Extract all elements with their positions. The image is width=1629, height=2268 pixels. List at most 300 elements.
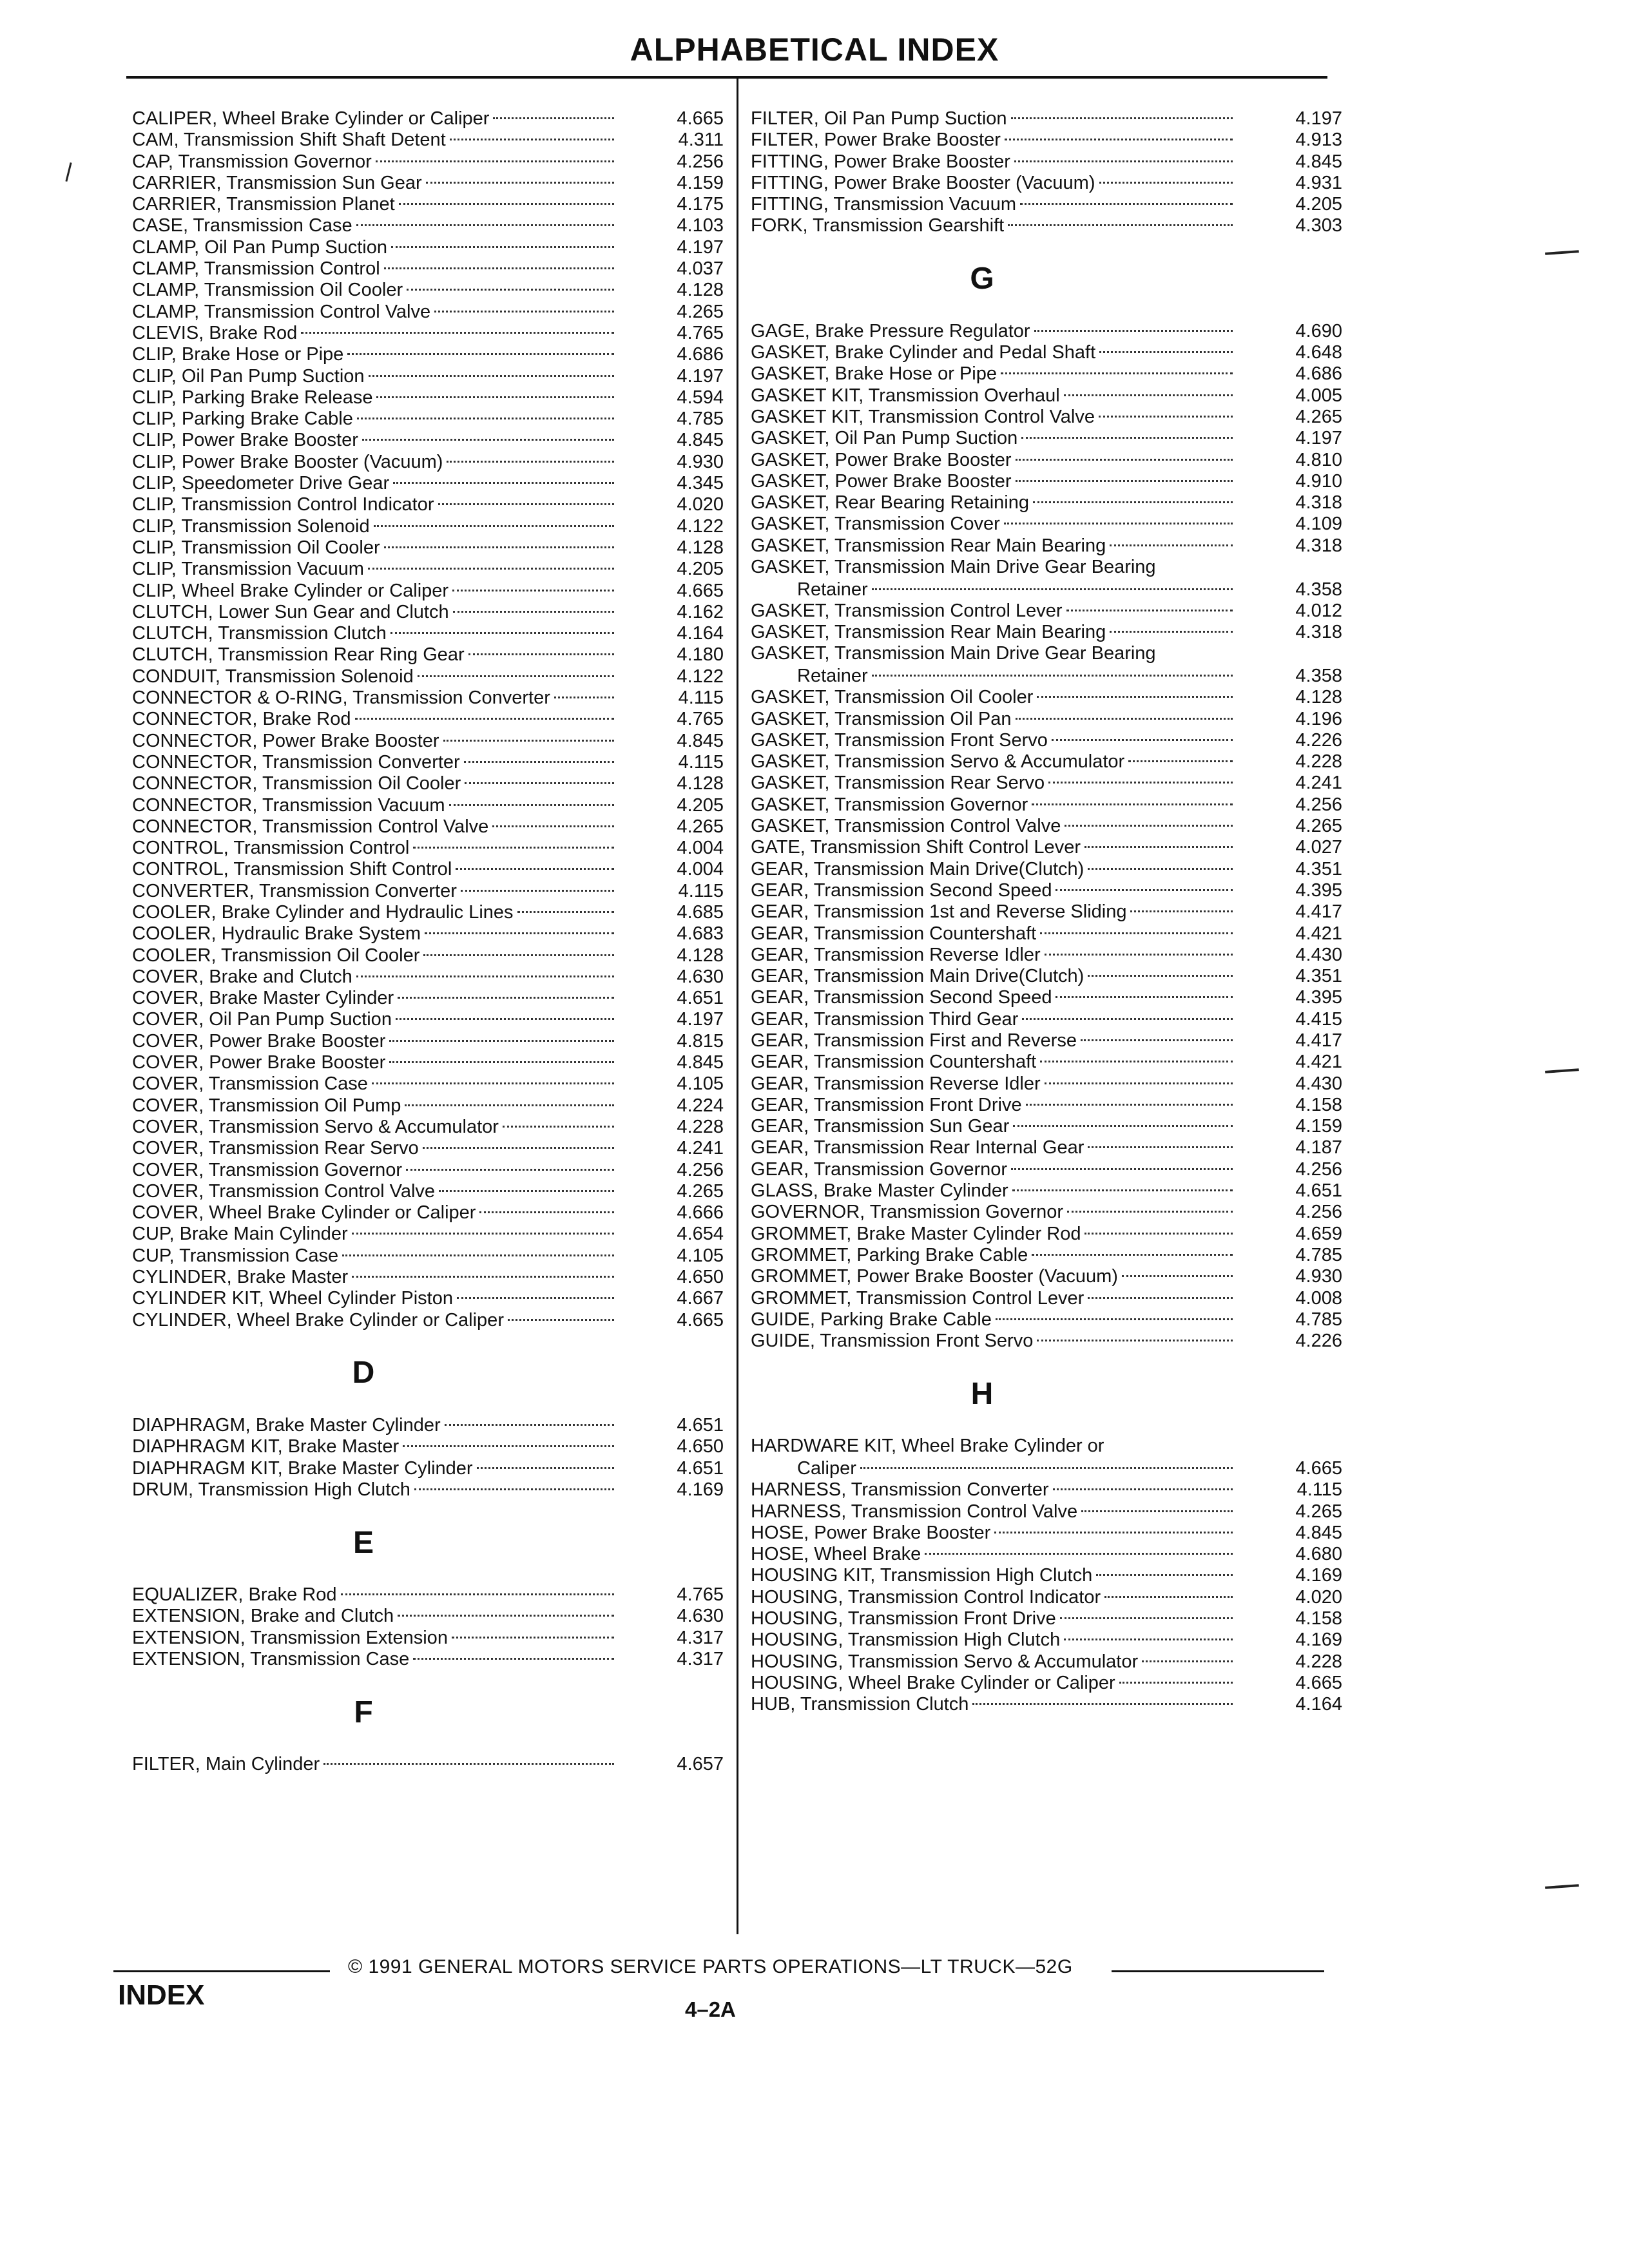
entry-label: HOSE, Wheel Brake	[751, 1544, 921, 1565]
index-entry	[132, 602, 724, 623]
entry-page-ref: 4.226	[1295, 1331, 1342, 1352]
entry-page-ref: 4.197	[677, 1009, 724, 1030]
entry-label: CLAMP, Transmission Control	[132, 258, 380, 280]
entry-label: GASKET, Transmission Control Valve	[751, 816, 1061, 837]
entry-label: GASKET, Power Brake Booster	[751, 470, 1012, 492]
index-entry	[751, 1331, 1342, 1352]
index-entry	[132, 1649, 724, 1670]
entry-page-ref: 4.845	[677, 430, 724, 451]
entry-label: GASKET, Brake Cylinder and Pedal Shaft	[751, 342, 1096, 363]
entry-page-ref: 4.159	[1295, 1116, 1342, 1137]
index-entry	[751, 1629, 1342, 1651]
entry-page-ref: 4.665	[1295, 1672, 1342, 1693]
entry-page-ref: 4.164	[1295, 1694, 1342, 1715]
entry-label: FILTER, Power Brake Booster	[751, 130, 1001, 151]
entry-label: COVER, Wheel Brake Cylinder or Caliper	[132, 1202, 476, 1224]
index-entry	[751, 1266, 1342, 1287]
dot-leader	[369, 375, 614, 377]
index-entry	[132, 559, 724, 580]
index-entry	[751, 1309, 1342, 1331]
index-entry	[751, 1030, 1342, 1052]
dot-leader	[1099, 351, 1233, 353]
dot-leader	[1013, 1125, 1233, 1127]
index-entry	[751, 1436, 1342, 1458]
entry-page-ref: 4.765	[677, 709, 724, 730]
entry-page-ref: 4.128	[677, 773, 724, 794]
entry-label: GUIDE, Transmission Front Servo	[751, 1331, 1034, 1352]
index-entry	[751, 1501, 1342, 1523]
entry-page-ref: 4.665	[1295, 1457, 1342, 1479]
dot-leader	[342, 1254, 614, 1256]
dot-leader	[1084, 846, 1233, 848]
dot-leader	[372, 1082, 614, 1084]
left-index-column	[132, 108, 724, 1776]
dot-leader	[1088, 868, 1233, 870]
entry-label: DIAPHRAGM, Brake Master Cylinder	[132, 1414, 441, 1436]
dot-leader	[554, 697, 614, 698]
entry-label: COVER, Brake and Clutch	[132, 966, 352, 987]
dot-leader	[434, 311, 614, 312]
index-entry	[751, 557, 1342, 579]
index-entry	[132, 1245, 724, 1267]
index-entry	[132, 1310, 724, 1331]
entry-page-ref: 4.910	[1295, 470, 1342, 492]
dot-leader	[418, 675, 614, 677]
entry-page-ref: 4.395	[1295, 987, 1342, 1008]
entry-label: COVER, Transmission Servo & Accumulator	[132, 1116, 499, 1137]
index-entry	[751, 363, 1342, 385]
entry-label: GROMMET, Parking Brake Cable	[751, 1244, 1028, 1265]
index-entry	[751, 321, 1342, 342]
entry-page-ref: 4.303	[1295, 215, 1342, 236]
dot-leader	[384, 267, 614, 269]
page-title: ALPHABETICAL INDEX	[630, 32, 999, 68]
dot-leader	[1032, 1254, 1233, 1256]
entry-label: HOUSING, Wheel Brake Cylinder or Caliper	[751, 1672, 1115, 1693]
dot-leader	[1052, 739, 1233, 741]
index-entry	[132, 473, 724, 494]
index-entry	[132, 237, 724, 258]
entry-label: DRUM, Transmission High Clutch	[132, 1479, 410, 1500]
dot-leader	[457, 1297, 614, 1299]
entry-page-ref: 4.169	[677, 1479, 724, 1500]
index-entry	[751, 385, 1342, 407]
index-entry	[751, 923, 1342, 945]
entry-label: GASKET, Transmission Rear Servo	[751, 773, 1045, 794]
dot-leader	[860, 1467, 1233, 1469]
index-entry	[132, 1458, 724, 1479]
entry-label: CLIP, Speedometer Drive Gear	[132, 473, 390, 494]
entry-label: Retainer	[797, 579, 868, 600]
section-heading: E	[352, 1525, 374, 1560]
dot-leader	[477, 1467, 614, 1469]
dot-leader	[413, 847, 614, 849]
entry-label: GASKET, Transmission Cover	[751, 514, 1000, 535]
entry-label: GUIDE, Parking Brake Cable	[751, 1309, 992, 1330]
dot-leader	[1099, 182, 1233, 184]
dot-leader	[872, 588, 1233, 590]
entry-label: COVER, Transmission Governor	[132, 1159, 403, 1180]
entry-page-ref: 4.657	[677, 1754, 724, 1775]
entry-page-ref: 4.654	[677, 1224, 724, 1245]
index-entry	[751, 1180, 1342, 1202]
dot-leader	[423, 1147, 614, 1149]
entry-page-ref: 4.651	[677, 988, 724, 1009]
entry-label: GASKET, Oil Pan Pump Suction	[751, 428, 1018, 449]
dot-leader	[465, 782, 614, 784]
entry-label: CLIP, Parking Brake Cable	[132, 408, 353, 430]
dot-leader	[1088, 1146, 1233, 1148]
entry-page-ref: 4.265	[677, 1180, 724, 1202]
index-entry	[132, 988, 724, 1009]
dot-leader	[357, 418, 614, 419]
dot-leader	[393, 482, 614, 484]
index-entry	[132, 838, 724, 859]
dot-leader	[492, 825, 614, 827]
entry-page-ref: 4.241	[677, 1138, 724, 1159]
dot-leader	[1099, 416, 1233, 418]
dot-leader	[368, 568, 614, 570]
index-entry	[751, 1458, 1342, 1479]
index-entry	[751, 514, 1342, 535]
entry-page-ref: 4.169	[1295, 1565, 1342, 1586]
dot-leader	[1065, 825, 1233, 827]
dot-leader	[1128, 760, 1233, 762]
index-entry	[132, 452, 724, 473]
entry-page-ref: 4.175	[677, 194, 724, 215]
entry-label: COOLER, Transmission Oil Cooler	[132, 945, 420, 966]
entry-label: CAP, Transmission Governor	[132, 151, 372, 172]
entry-page-ref: 4.680	[1295, 1544, 1342, 1565]
entry-label: HARNESS, Transmission Control Valve	[751, 1501, 1078, 1522]
dot-leader	[1004, 523, 1233, 524]
dot-leader	[449, 804, 614, 806]
index-entry	[132, 1202, 724, 1224]
entry-page-ref: 4.630	[677, 1606, 724, 1627]
entry-label: CYLINDER, Brake Master	[132, 1267, 349, 1288]
entry-page-ref: 4.004	[677, 838, 724, 859]
dot-leader	[407, 289, 614, 291]
dot-leader	[1048, 782, 1233, 783]
entry-label: CLIP, Transmission Solenoid	[132, 515, 370, 537]
entry-label: CONTROL, Transmission Control	[132, 838, 410, 859]
entry-label: GEAR, Transmission Main Drive(Clutch)	[751, 966, 1084, 987]
entry-label: COVER, Transmission Rear Servo	[132, 1138, 419, 1159]
index-entry	[751, 966, 1342, 987]
entry-page-ref: 4.685	[677, 901, 724, 923]
entry-label: CONNECTOR, Transmission Control Valve	[132, 816, 489, 837]
entry-page-ref: 4.037	[677, 258, 724, 280]
dot-leader	[1142, 1660, 1233, 1662]
entry-page-ref: 4.417	[1295, 1030, 1342, 1051]
dot-leader	[391, 246, 614, 248]
entry-page-ref: 4.205	[677, 794, 724, 816]
index-entry	[132, 687, 724, 709]
entry-page-ref: 4.666	[677, 1202, 724, 1224]
dot-leader	[1096, 1574, 1233, 1576]
dot-leader	[447, 461, 614, 463]
dot-leader	[323, 1763, 614, 1765]
title-rule	[126, 76, 1327, 79]
entry-label: GASKET, Transmission Servo & Accumulator	[751, 751, 1125, 773]
index-entry	[132, 173, 724, 194]
entry-page-ref: 4.187	[1295, 1137, 1342, 1158]
margin-mark	[1545, 1068, 1579, 1073]
right-index-column	[751, 108, 1342, 1716]
entry-label: COOLER, Brake Cylinder and Hydraulic Lines	[132, 901, 514, 923]
dot-leader	[445, 1424, 614, 1426]
index-entry	[751, 1052, 1342, 1073]
dot-leader	[413, 1658, 614, 1660]
index-entry	[132, 1031, 724, 1052]
dot-leader	[1012, 1189, 1233, 1191]
entry-page-ref: 4.417	[1295, 901, 1342, 923]
index-entry	[132, 1267, 724, 1288]
entry-label: CLIP, Transmission Vacuum	[132, 559, 364, 580]
entry-label: COVER, Power Brake Booster	[132, 1052, 386, 1073]
page-number: 4–2A	[685, 1997, 736, 2021]
entry-page-ref: 4.650	[677, 1436, 724, 1457]
dot-leader	[438, 503, 614, 505]
entry-page-ref: 4.785	[677, 408, 724, 430]
dot-leader	[1055, 889, 1233, 891]
entry-label: CONNECTOR, Transmission Converter	[132, 751, 460, 773]
entry-page-ref: 4.115	[1296, 1479, 1342, 1501]
entry-page-ref: 4.256	[1295, 1202, 1342, 1223]
entry-label: GASKET, Rear Bearing Retaining	[751, 492, 1029, 514]
index-entry	[751, 194, 1342, 215]
entry-label: HOUSING, Transmission Servo & Accumulator	[751, 1651, 1139, 1672]
dot-leader	[1110, 631, 1233, 633]
index-entry	[751, 130, 1342, 151]
dot-leader	[356, 975, 614, 977]
dot-leader	[396, 1018, 614, 1020]
margin-mark	[65, 162, 72, 182]
entry-label: CLAMP, Oil Pan Pump Suction	[132, 236, 387, 258]
entry-page-ref: 4.765	[677, 322, 724, 343]
index-entry	[132, 923, 724, 945]
index-entry	[751, 1009, 1342, 1030]
index-entry	[132, 795, 724, 816]
entry-page-ref: 4.845	[1295, 151, 1342, 172]
entry-page-ref: 4.311	[678, 130, 724, 151]
entry-page-ref: 4.659	[1295, 1223, 1342, 1244]
entry-label: CALIPER, Wheel Brake Cylinder or Caliper	[132, 108, 490, 129]
entry-label: COVER, Transmission Control Valve	[132, 1180, 436, 1202]
index-entry	[751, 945, 1342, 966]
entry-page-ref: 4.665	[677, 108, 724, 129]
index-entry	[751, 342, 1342, 363]
index-entry	[751, 492, 1342, 514]
entry-page-ref: 4.115	[678, 880, 724, 901]
entry-page-ref: 4.159	[677, 172, 724, 193]
entry-label: GASKET, Transmission Governor	[751, 794, 1028, 815]
entry-label: GEAR, Transmission Countershaft	[751, 923, 1037, 944]
entry-page-ref: 4.683	[677, 923, 724, 945]
index-entry	[132, 709, 724, 730]
dot-leader	[1001, 372, 1233, 374]
entry-label: GAGE, Brake Pressure Regulator	[751, 320, 1030, 341]
dot-leader	[456, 868, 614, 870]
index-entry	[132, 323, 724, 344]
dot-leader	[517, 911, 614, 913]
entry-page-ref: 4.265	[677, 301, 724, 322]
dot-leader	[1064, 394, 1233, 396]
entry-label: DIAPHRAGM KIT, Brake Master Cylinder	[132, 1457, 473, 1479]
entry-page-ref: 4.128	[1295, 687, 1342, 708]
entry-label: CUP, Brake Main Cylinder	[132, 1224, 348, 1245]
entry-label: COVER, Power Brake Booster	[132, 1030, 386, 1052]
entry-label: CLEVIS, Brake Rod	[132, 322, 298, 343]
entry-page-ref: 4.228	[1295, 751, 1342, 773]
index-entry	[132, 516, 724, 537]
margin-mark	[1545, 250, 1579, 255]
dot-leader	[406, 1169, 614, 1171]
entry-label: CARRIER, Transmission Sun Gear	[132, 172, 422, 193]
entry-label: CONNECTOR, Brake Rod	[132, 709, 351, 730]
section-heading: G	[970, 262, 994, 296]
index-entry	[751, 751, 1342, 773]
entry-label: FITTING, Transmission Vacuum	[751, 194, 1016, 215]
section-heading: F	[354, 1695, 373, 1729]
index-entry	[132, 1181, 724, 1202]
entry-page-ref: 4.128	[677, 945, 724, 966]
entry-page-ref: 4.228	[677, 1116, 724, 1137]
index-entry	[132, 1584, 724, 1606]
entry-label: GASKET, Transmission Main Drive Gear Bearing	[751, 557, 1156, 578]
entry-page-ref: 4.815	[677, 1030, 724, 1052]
entry-page-ref: 4.105	[677, 1245, 724, 1266]
entry-page-ref: 4.395	[1295, 879, 1342, 901]
dot-leader	[384, 546, 614, 548]
entry-label: GROMMET, Power Brake Booster (Vacuum)	[751, 1266, 1118, 1287]
index-entry	[132, 408, 724, 430]
entry-page-ref: 4.430	[1295, 1073, 1342, 1094]
index-entry	[751, 1565, 1342, 1586]
index-entry	[751, 1673, 1342, 1694]
entry-page-ref: 4.351	[1295, 858, 1342, 879]
entry-label: GEAR, Transmission Reverse Idler	[751, 944, 1041, 965]
entry-page-ref: 4.421	[1295, 923, 1342, 944]
dot-leader	[1045, 1082, 1233, 1084]
entry-page-ref: 4.318	[1295, 535, 1342, 556]
entry-label: GOVERNOR, Transmission Governor	[751, 1202, 1064, 1223]
index-entry	[132, 666, 724, 687]
entry-label: COVER, Brake Master Cylinder	[132, 988, 394, 1009]
dot-leader	[352, 1233, 614, 1235]
index-entry	[132, 258, 724, 280]
dot-leader	[1020, 203, 1233, 205]
entry-label: GASKET, Transmission Oil Cooler	[751, 687, 1034, 708]
index-entry	[751, 1202, 1342, 1223]
entry-label: GEAR, Transmission Front Drive	[751, 1094, 1022, 1115]
entry-page-ref: 4.128	[677, 537, 724, 558]
section-heading: H	[970, 1376, 994, 1411]
entry-label: HOUSING, Transmission Front Drive	[751, 1608, 1056, 1629]
dot-leader	[468, 653, 614, 655]
dot-leader	[925, 1553, 1233, 1555]
index-entry	[132, 1415, 724, 1436]
index-entry	[751, 1245, 1342, 1266]
dot-leader	[374, 525, 614, 527]
entry-page-ref: 4.421	[1295, 1052, 1342, 1073]
index-entry	[751, 471, 1342, 492]
entry-page-ref: 4.005	[1295, 385, 1342, 406]
entry-page-ref: 4.020	[1295, 1586, 1342, 1608]
dot-leader	[347, 353, 614, 355]
entry-label: GEAR, Transmission First and Reverse	[751, 1030, 1077, 1051]
footer-rule-left	[113, 1970, 330, 1972]
dot-leader	[376, 160, 614, 162]
dot-leader	[1011, 117, 1233, 119]
dot-leader	[1104, 1596, 1233, 1598]
entry-label: FORK, Transmission Gearshift	[751, 215, 1005, 236]
dot-leader	[1088, 975, 1233, 977]
dot-leader	[376, 396, 614, 398]
index-entry	[132, 816, 724, 838]
entry-label: CYLINDER KIT, Wheel Cylinder Piston	[132, 1288, 453, 1309]
entry-label: EXTENSION, Brake and Clutch	[132, 1606, 394, 1627]
dot-leader	[493, 117, 614, 119]
entry-page-ref: 4.845	[1295, 1522, 1342, 1543]
entry-page-ref: 4.358	[1295, 665, 1342, 686]
entry-page-ref: 4.241	[1295, 773, 1342, 794]
entry-label: CLIP, Power Brake Booster	[132, 430, 358, 451]
index-entry	[751, 407, 1342, 428]
entry-page-ref: 4.358	[1295, 579, 1342, 600]
dot-leader	[1119, 1682, 1233, 1684]
entry-page-ref: 4.224	[677, 1095, 724, 1116]
index-entry	[751, 687, 1342, 708]
entry-label: GEAR, Transmission Governor	[751, 1158, 1008, 1180]
entry-page-ref: 4.265	[1295, 816, 1342, 837]
entry-page-ref: 4.105	[677, 1073, 724, 1095]
index-entry	[132, 387, 724, 408]
entry-label: HARNESS, Transmission Converter	[751, 1479, 1049, 1501]
index-entry	[132, 1288, 724, 1309]
entry-label: COVER, Oil Pan Pump Suction	[132, 1009, 392, 1030]
entry-label: GEAR, Transmission Second Speed	[751, 879, 1052, 901]
index-entry	[132, 623, 724, 644]
entry-label: CLIP, Transmission Control Indicator	[132, 494, 434, 515]
entry-page-ref: 4.690	[1295, 320, 1342, 341]
entry-page-ref: 4.265	[677, 816, 724, 837]
entry-page-ref: 4.103	[677, 215, 724, 236]
dot-leader	[301, 332, 614, 334]
index-entry	[132, 752, 724, 773]
dot-leader	[972, 1703, 1233, 1705]
entry-page-ref: 4.115	[678, 751, 724, 773]
dot-leader	[479, 1211, 614, 1213]
dot-leader	[1034, 330, 1233, 332]
dot-leader	[994, 1532, 1233, 1533]
index-entry	[751, 151, 1342, 173]
entry-label: FILTER, Oil Pan Pump Suction	[751, 108, 1007, 129]
dot-leader	[405, 1104, 614, 1106]
entry-page-ref: 4.180	[677, 644, 724, 666]
dot-leader	[1122, 1275, 1233, 1277]
index-entry	[132, 366, 724, 387]
entry-label: HUB, Transmission Clutch	[751, 1694, 969, 1715]
entry-page-ref: 4.345	[677, 473, 724, 494]
entry-label: CAM, Transmission Shift Shaft Detent	[132, 130, 446, 151]
entry-page-ref: 4.686	[677, 344, 724, 365]
dot-leader	[464, 761, 614, 763]
index-entry	[132, 1009, 724, 1030]
entry-label: CASE, Transmission Case	[132, 215, 352, 236]
entry-page-ref: 4.256	[1295, 794, 1342, 815]
index-entry	[132, 1073, 724, 1095]
